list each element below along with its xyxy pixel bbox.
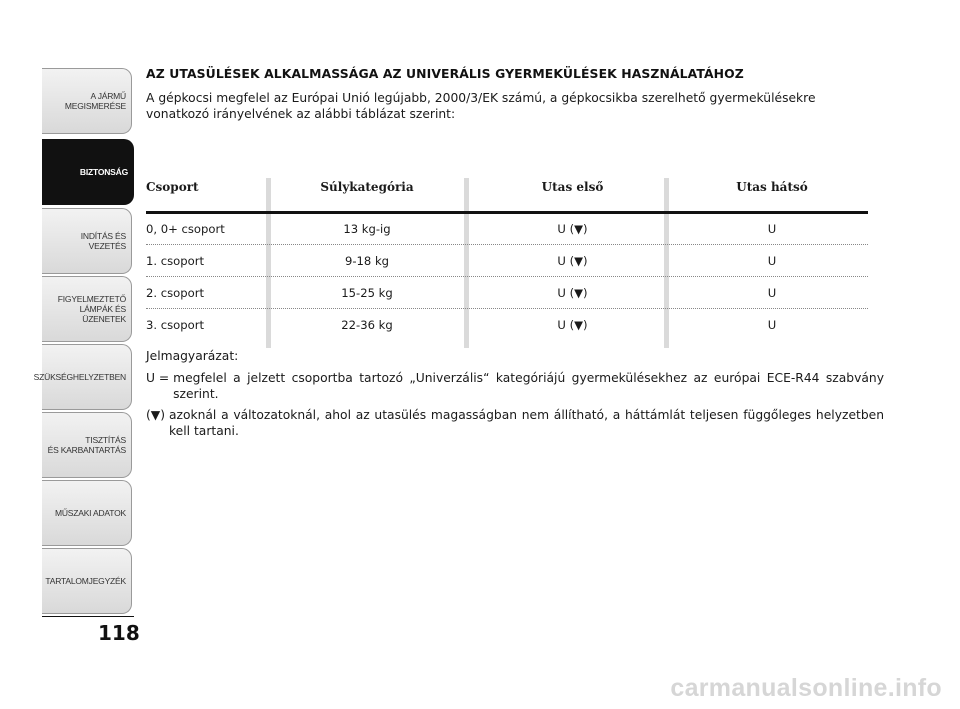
- table-row: [146, 246, 868, 276]
- tab-inditas-es-vezetes[interactable]: [42, 208, 132, 274]
- cell-group: 0, 0+ csoport: [146, 222, 225, 236]
- cell-rear: U: [767, 286, 777, 300]
- tab-szukseghelyzetben[interactable]: [33, 344, 132, 410]
- header-utas-elso: Utas első: [541, 180, 604, 194]
- header-utas-hatso: Utas hátsó: [736, 180, 808, 194]
- legend: [146, 348, 884, 444]
- legend-item: [146, 407, 884, 439]
- cell-rear: U: [767, 254, 777, 268]
- tab-muszaki-adatok[interactable]: [42, 480, 132, 546]
- table-row: [146, 214, 868, 244]
- watermark: carmanualsonline.info: [670, 674, 942, 702]
- tab-label: FIGYELMEZTETŐ LÁMPÁK ÉS ÜZENETEK: [57, 294, 126, 324]
- table-header-row: [146, 172, 868, 202]
- cell-weight: 22-36 kg: [341, 318, 393, 332]
- page-number: 118: [98, 621, 140, 645]
- tab-biztonsag[interactable]: [42, 139, 134, 205]
- sidebar-divider: [42, 616, 134, 617]
- cell-front: U (▼): [557, 318, 588, 332]
- row-rule: [146, 308, 868, 309]
- intro-paragraph: A gépkocsi megfelel az Európai Unió legújabb, 2000/3/EK számú, a gépkocsikba szerelhető gyermekülésekre vonatkozó irányelvének az alábbi táblázat szerint:: [146, 91, 816, 121]
- cell-weight: 15-25 kg: [341, 286, 393, 300]
- legend-key: U =: [146, 371, 174, 385]
- tab-label: MŰSZAKI ADATOK: [54, 508, 126, 518]
- header-sulykategoria: Súlykategória: [320, 180, 414, 194]
- tab-label: SZÜKSÉGHELYZETBEN: [33, 372, 126, 382]
- header-csoport: Csoport: [146, 180, 199, 194]
- section-content: [146, 66, 868, 122]
- tab-figyelmezteto-lampak[interactable]: [42, 276, 132, 342]
- legend-text: megfelel a jelzett csoportba tartozó „Univerzális“ kategóriájú gyermekülésekhez az európai ECE-R44 szabvány szerint.: [173, 371, 884, 401]
- row-rule: [146, 276, 868, 277]
- cell-group: 3. csoport: [146, 318, 205, 332]
- cell-weight: 9-18 kg: [344, 254, 390, 268]
- cell-weight: 13 kg-ig: [343, 222, 391, 236]
- child-seat-table: [146, 170, 868, 342]
- tab-tartalomjegyzek[interactable]: [42, 548, 132, 614]
- tab-tisztitas-es-karbantartas[interactable]: [42, 412, 132, 478]
- tab-label: TISZTÍTÁS ÉS KARBANTARTÁS: [47, 435, 126, 455]
- table-row: [146, 278, 868, 308]
- cell-front: U (▼): [557, 254, 588, 268]
- section-heading: AZ UTASÜLÉSEK ALKALMASSÁGA AZ UNIVERÁLIS GYERMEKÜLÉSEK HASZNÁLATÁHOZ: [146, 66, 744, 81]
- tab-label: A JÁRMŰ MEGISMERÉSE: [64, 91, 126, 111]
- legend-item: [146, 370, 884, 402]
- row-rule: [146, 244, 868, 245]
- legend-title: Jelmagyarázat:: [146, 349, 239, 363]
- cell-rear: U: [767, 318, 777, 332]
- legend-key: (▼): [146, 408, 169, 422]
- cell-front: U (▼): [557, 222, 588, 236]
- tab-label: INDÍTÁS ÉS VEZETÉS: [80, 231, 126, 251]
- cell-rear: U: [767, 222, 777, 236]
- legend-text: azoknál a változatoknál, ahol az utasülés magasságban nem állítható, a háttámlát teljesen függőleges helyzetben kell tartani.: [168, 408, 884, 438]
- cell-front: U (▼): [557, 286, 588, 300]
- tab-label: TARTALOMJEGYZÉK: [45, 576, 126, 586]
- cell-group: 2. csoport: [146, 286, 205, 300]
- table-row: [146, 310, 868, 340]
- cell-group: 1. csoport: [146, 254, 205, 268]
- tab-a-jarmu-megismerese[interactable]: [42, 68, 132, 134]
- tab-label: BIZTONSÁG: [79, 167, 128, 177]
